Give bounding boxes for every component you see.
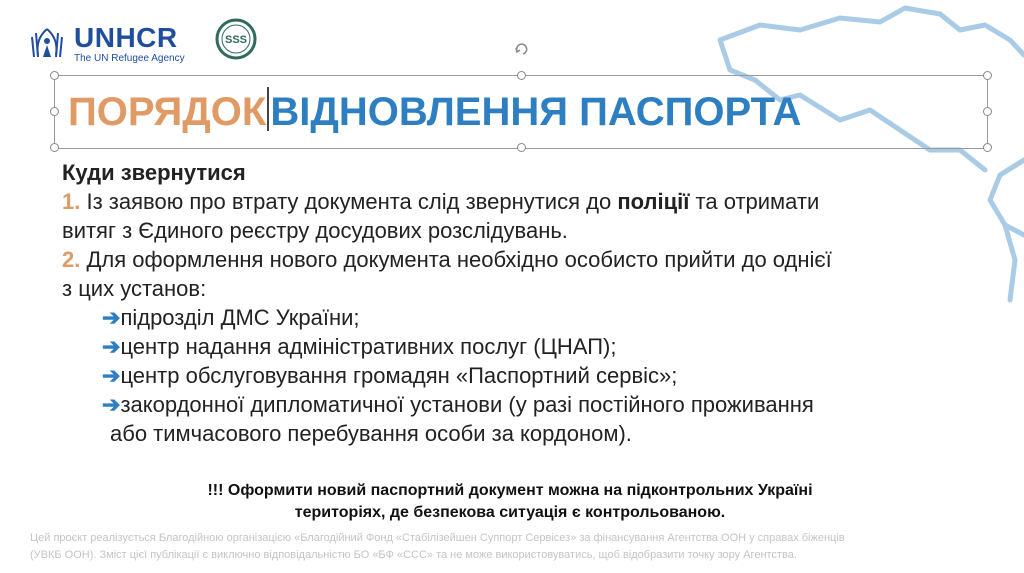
unhcr-logo	[26, 14, 185, 74]
step-1-bold: поліції	[617, 189, 690, 214]
arrow-icon: ➔	[102, 392, 121, 417]
rotate-handle-icon[interactable]	[514, 42, 528, 56]
footer-line-1: Цей проєкт реалізується Благодійною організацією «Благодійний Фонд «Стабілізейшен Суппорт Сервісез» за фінансування Агентства ООН у справах біженців	[30, 532, 845, 544]
step-2	[62, 245, 982, 274]
title-part-2: ВІДНОВЛЕННЯ ПАСПОРТА	[270, 90, 802, 134]
step-2-text: Для оформлення нового документа необхідно особисто прийти до однієї	[86, 247, 832, 272]
arrow-icon: ➔	[102, 305, 121, 330]
step-1-line-2: витяг з Єдиного реєстру досудових розслідувань.	[62, 218, 568, 243]
step-1-text-after: та отримати	[695, 189, 820, 214]
footer-line-2: (УВКБ ООН). Зміст цієї публікації є виключно відповідальністю БО «БФ «ССС» та не може використовуватись, щоб відобразити точку зору Агентства.	[30, 549, 797, 561]
resize-handle-bottom-left[interactable]	[50, 143, 59, 152]
resize-handle-bottom-center[interactable]	[517, 143, 526, 152]
title-part-1: ПОРЯДОК	[68, 90, 267, 134]
resize-handle-top-right[interactable]	[983, 71, 992, 80]
resize-handle-middle-left[interactable]	[50, 107, 59, 116]
unhcr-emblem-icon	[26, 23, 68, 65]
list-item	[62, 303, 982, 332]
important-note[interactable]	[100, 480, 920, 524]
resize-handle-top-center[interactable]	[517, 71, 526, 80]
step-1-text: Із заявою про втрату документа слід звернутися до	[86, 189, 612, 214]
step-2-number: 2.	[62, 247, 81, 272]
list-item	[62, 390, 982, 419]
note-line-1: !!! Оформити новий паспортний документ можна на підконтрольних Україні	[207, 482, 813, 499]
list-item-text: закордонної дипломатичної установи (у разі постійного проживання	[120, 392, 814, 417]
list-item-continuation: або тимчасового перебування особи за кордоном).	[110, 421, 632, 446]
resize-handle-bottom-right[interactable]	[983, 143, 992, 152]
slide-body[interactable]	[62, 158, 982, 448]
footer-disclaimer	[30, 530, 1010, 564]
body-heading: Куди звернутися	[62, 160, 246, 185]
arrow-icon: ➔	[102, 363, 121, 388]
unhcr-name: UNHCR	[74, 22, 178, 53]
slide-title[interactable]	[68, 82, 801, 142]
note-line-2: територіях, де безпекова ситуація є контрольованою.	[294, 504, 726, 521]
resize-handle-middle-right[interactable]	[983, 107, 992, 116]
sss-logo-text: SSS	[224, 34, 248, 46]
list-item-text: центр обслуговування громадян «Паспортний сервіс»;	[120, 363, 678, 388]
step-2-line-2: з цих установ:	[62, 276, 207, 301]
list-item	[62, 332, 982, 361]
list-item-text: центр надання адміністративних послуг (ЦНАП);	[120, 334, 617, 359]
arrow-icon: ➔	[102, 334, 121, 359]
unhcr-subtitle: The UN Refugee Agency	[74, 53, 185, 64]
step-1	[62, 187, 982, 216]
sss-partner-logo	[215, 18, 257, 60]
resize-handle-top-left[interactable]	[50, 71, 59, 80]
step-1-number: 1.	[62, 189, 81, 214]
list-item	[62, 361, 982, 390]
list-item-text: підрозділ ДМС України;	[120, 305, 360, 330]
